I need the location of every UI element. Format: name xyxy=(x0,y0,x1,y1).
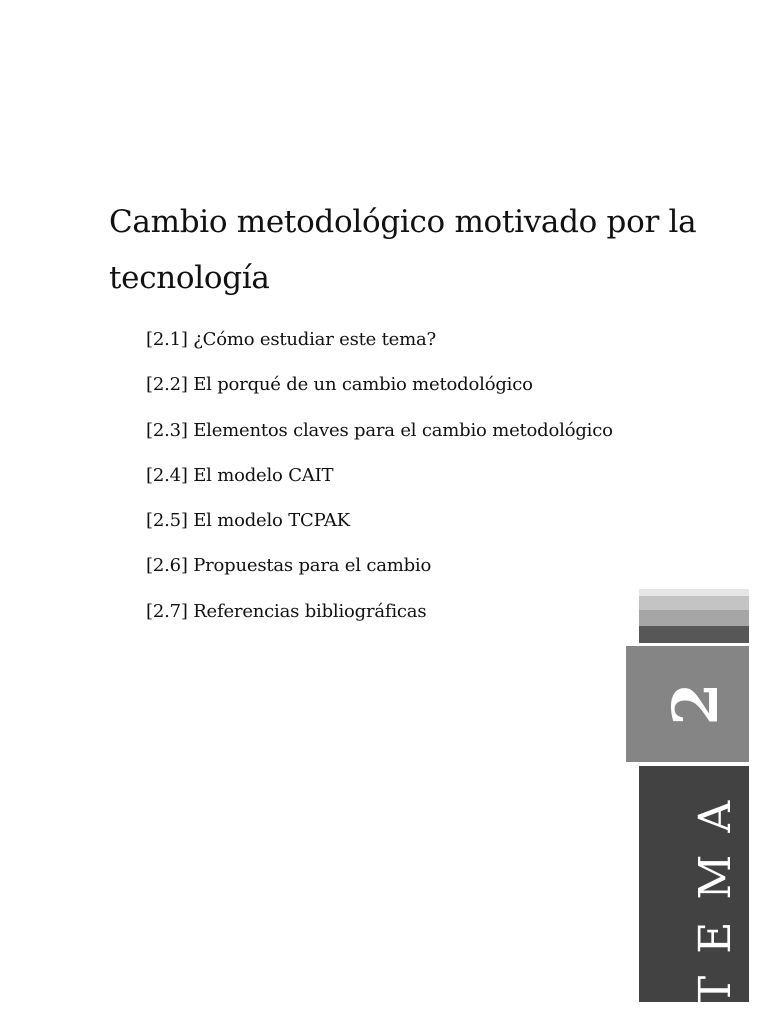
toc-item-2-5: [2.5] El modelo TCPAK xyxy=(146,510,350,532)
toc-item-2-3: [2.3] Elementos claves para el cambio metodológico xyxy=(146,419,613,441)
toc-item-2-7: [2.7] Referencias bibliográficas xyxy=(146,600,427,622)
decorative-stripe-1 xyxy=(639,589,749,596)
chapter-number: 2 xyxy=(658,682,732,726)
toc-item-2-6: [2.6] Propuestas para el cambio xyxy=(146,555,432,577)
table-of-contents xyxy=(146,326,613,643)
chapter-label-box xyxy=(639,766,749,1006)
toc-item-2-2: [2.2] El porqué de un cambio metodológico xyxy=(146,374,533,396)
decorative-stripe-4 xyxy=(639,626,749,643)
toc-item-2-4: [2.4] El modelo CAIT xyxy=(146,464,334,486)
page-title-line-1: Cambio metodológico motivado por la xyxy=(109,204,697,240)
toc-item-2-1: [2.1] ¿Cómo estudiar este tema? xyxy=(146,329,436,350)
chapter-label: TEMA xyxy=(690,778,741,1006)
decorative-stripe-2 xyxy=(639,596,749,610)
page-title-line-2: tecnología xyxy=(109,260,270,296)
page-title xyxy=(109,194,709,306)
decorative-stripe-3 xyxy=(639,610,749,626)
chapter-number-box xyxy=(626,646,749,762)
